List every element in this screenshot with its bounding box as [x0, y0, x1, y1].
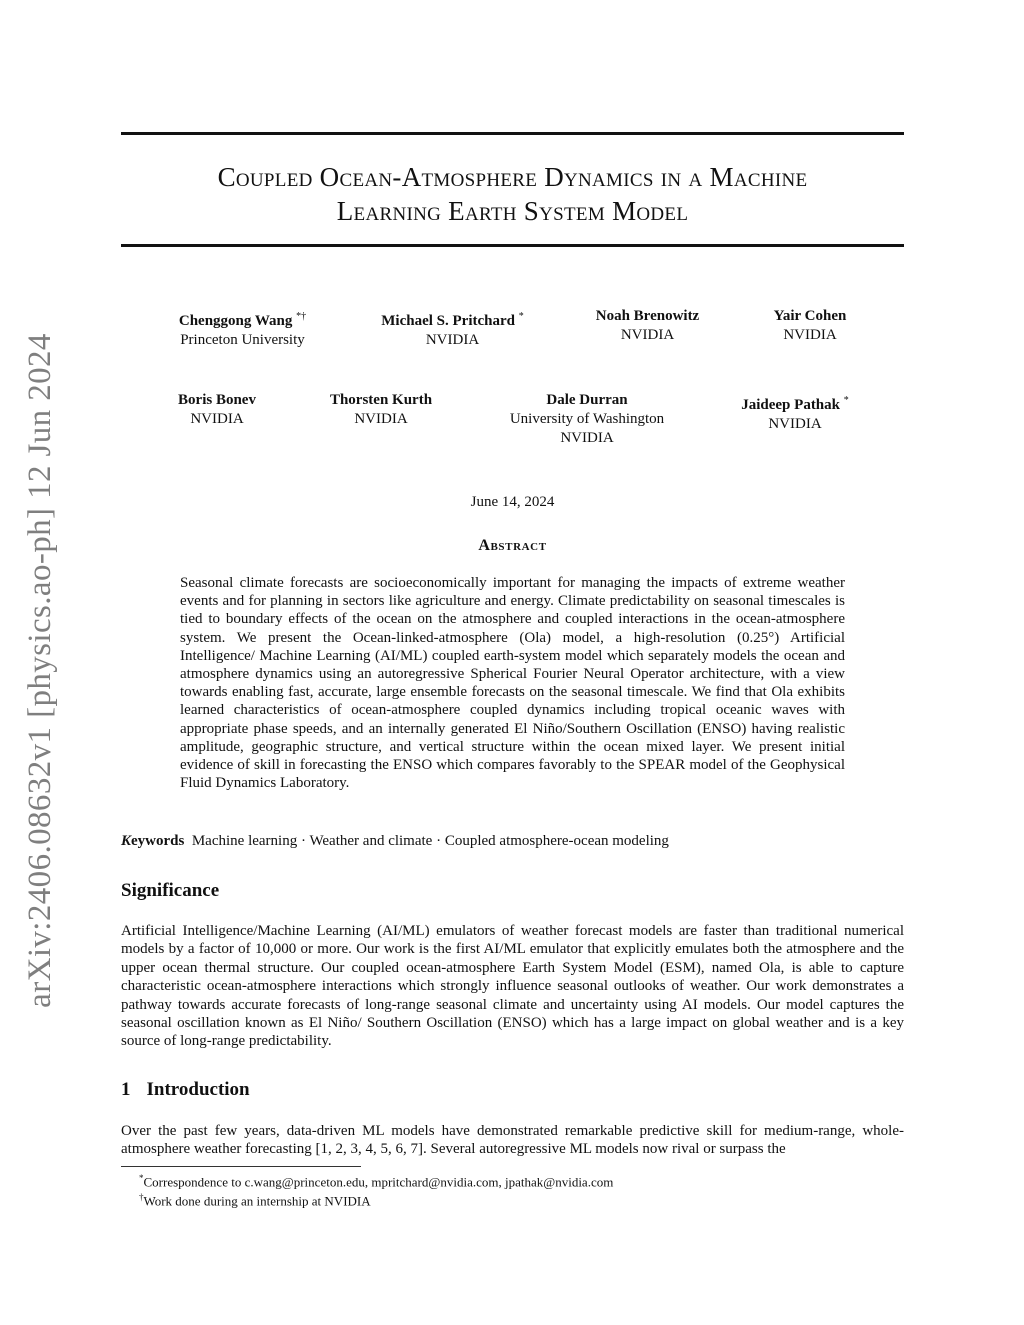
publication-date: June 14, 2024	[470, 494, 555, 510]
author-name: Chenggong Wang	[178, 313, 293, 329]
significance-heading: Significance	[121, 880, 220, 901]
paper-title-line-1: Coupled Ocean-Atmosphere Dynamics in a Machine	[217, 162, 808, 192]
keywords-label	[121, 833, 184, 849]
author-affiliation: NVIDIA	[190, 411, 244, 427]
abstract-heading: Abstract	[478, 537, 547, 554]
author-name: Michael S. Pritchard	[381, 313, 515, 329]
author-affiliation: University of Washington	[509, 411, 665, 427]
keywords-line	[121, 833, 904, 850]
title-bottom-rule	[121, 244, 904, 247]
keywords-label-initial: K	[121, 833, 132, 849]
section-title: Introduction	[146, 1079, 250, 1100]
author-block	[360, 307, 545, 350]
title-top-rule	[121, 132, 904, 135]
keywords-label-rest: eywords	[131, 833, 185, 849]
author-block	[575, 307, 720, 345]
author-name: Jaideep Pathak	[741, 397, 840, 413]
author-block	[315, 391, 447, 429]
author-block	[160, 307, 325, 350]
author-affiliation: NVIDIA	[425, 332, 480, 348]
significance-text: Artificial Intelligence/Machine Learning (AI/ML) emulators of weather forecast models are faster than traditional numerical models by a factor of 10,000 or more. Our work is the first AI/ML emulator that explicitly emulates both the atmosphere and the upper ocean thermal structure. Our coupled ocean-atmosphere Earth System Model (ESM), named Ola, is able to capture characteristic ocean-atmosphere interactions which strongly influence seasonal outlooks of weather. Our work demonstrates a pathway towards accurate forecasts of long-range seasonal climate and uncertainty using AI models. Our model captures the seasonal oscillation known as El Niño/ Southern Oscillation (ENSO) which has a large impact on global weather and is a key source of long-range predictability.	[121, 923, 904, 1050]
author-block	[162, 391, 272, 429]
arxiv-identifier-stamp	[10, 320, 70, 1020]
footnote-mark: †	[139, 1192, 144, 1202]
paper-title	[121, 160, 904, 228]
author-name: Thorsten Kurth	[329, 392, 433, 408]
author-name: Dale Durran	[546, 392, 628, 408]
abstract-text: Seasonal climate forecasts are socioeconomically important for managing the impacts of extreme weather events and for planning in sectors like agriculture and energy. Climate predictability on seasonal timescales is tied to boundary effects of the ocean on the atmosphere and coupled interactions in the ocean-atmosphere system. We present the Ocean-linked-atmosphere (Ola) model, a high-resolution (0.25°) Artificial Intelligence/ Machine Learning (AI/ML) coupled earth-system model which separately models the ocean and atmosphere dynamics using an autoregressive Spherical Fourier Neural Operator architecture, with a view towards enabling fast, accurate, large ensemble forecasts on the seasonal timescale. We find that Ola exhibits learned characteristics of ocean-atmosphere coupled dynamics including tropical oceanic waves with appropriate phase speeds, and an internally generated El Niño/Southern Oscillation (ENSO) having realistic amplitude, geographic structure, and vertical structure within the ocean mixed layer. We present initial evidence of skill in forecasting the ENSO which compares favorably to the SPEAR model of the Geophysical Fluid Dynamics Laboratory.	[180, 575, 845, 792]
introduction-heading	[121, 1079, 250, 1101]
author-block	[725, 391, 865, 434]
section-number: 1	[121, 1079, 131, 1100]
footnote	[139, 1192, 371, 1209]
author-block	[755, 307, 865, 345]
author-mark: *	[518, 311, 524, 322]
author-name: Yair Cohen	[773, 308, 847, 324]
footnote-text: Work done during an internship at NVIDIA	[143, 1193, 371, 1209]
author-block	[492, 391, 682, 448]
footnote-text: Correspondence to c.wang@princeton.edu, mpritchard@nvidia.com, jpathak@nvidia.com	[143, 1174, 614, 1190]
keywords-text: Machine learning · Weather and climate · Coupled atmosphere-ocean modeling	[191, 833, 669, 849]
footnote-mark: *	[139, 1173, 144, 1183]
author-affiliation-secondary: NVIDIA	[560, 430, 614, 446]
arxiv-identifier-text: arXiv:2406.08632v1 [physics.ao-ph] 12 Jun 2024	[21, 332, 58, 1008]
introduction-text: Over the past few years, data-driven ML models have demonstrated remarkable predictive skill for medium-range, whole-atmosphere weather forecasting [1, 2, 3, 4, 5, 6, 7]. Several autoregressive ML models now rival or surpass the	[121, 1123, 904, 1158]
author-affiliation: NVIDIA	[783, 327, 837, 343]
author-name: Noah Brenowitz	[595, 308, 700, 324]
paper-title-line-2: Learning Earth System Model	[336, 196, 689, 226]
footnote-rule	[121, 1166, 361, 1167]
author-affiliation: NVIDIA	[620, 327, 675, 343]
author-affiliation: Princeton University	[180, 332, 305, 348]
author-mark: *†	[296, 311, 307, 322]
author-affiliation: NVIDIA	[354, 411, 408, 427]
author-name: Boris Bonev	[178, 392, 256, 408]
author-affiliation: NVIDIA	[768, 416, 822, 432]
footnote	[139, 1173, 613, 1190]
author-mark: *	[843, 395, 849, 406]
